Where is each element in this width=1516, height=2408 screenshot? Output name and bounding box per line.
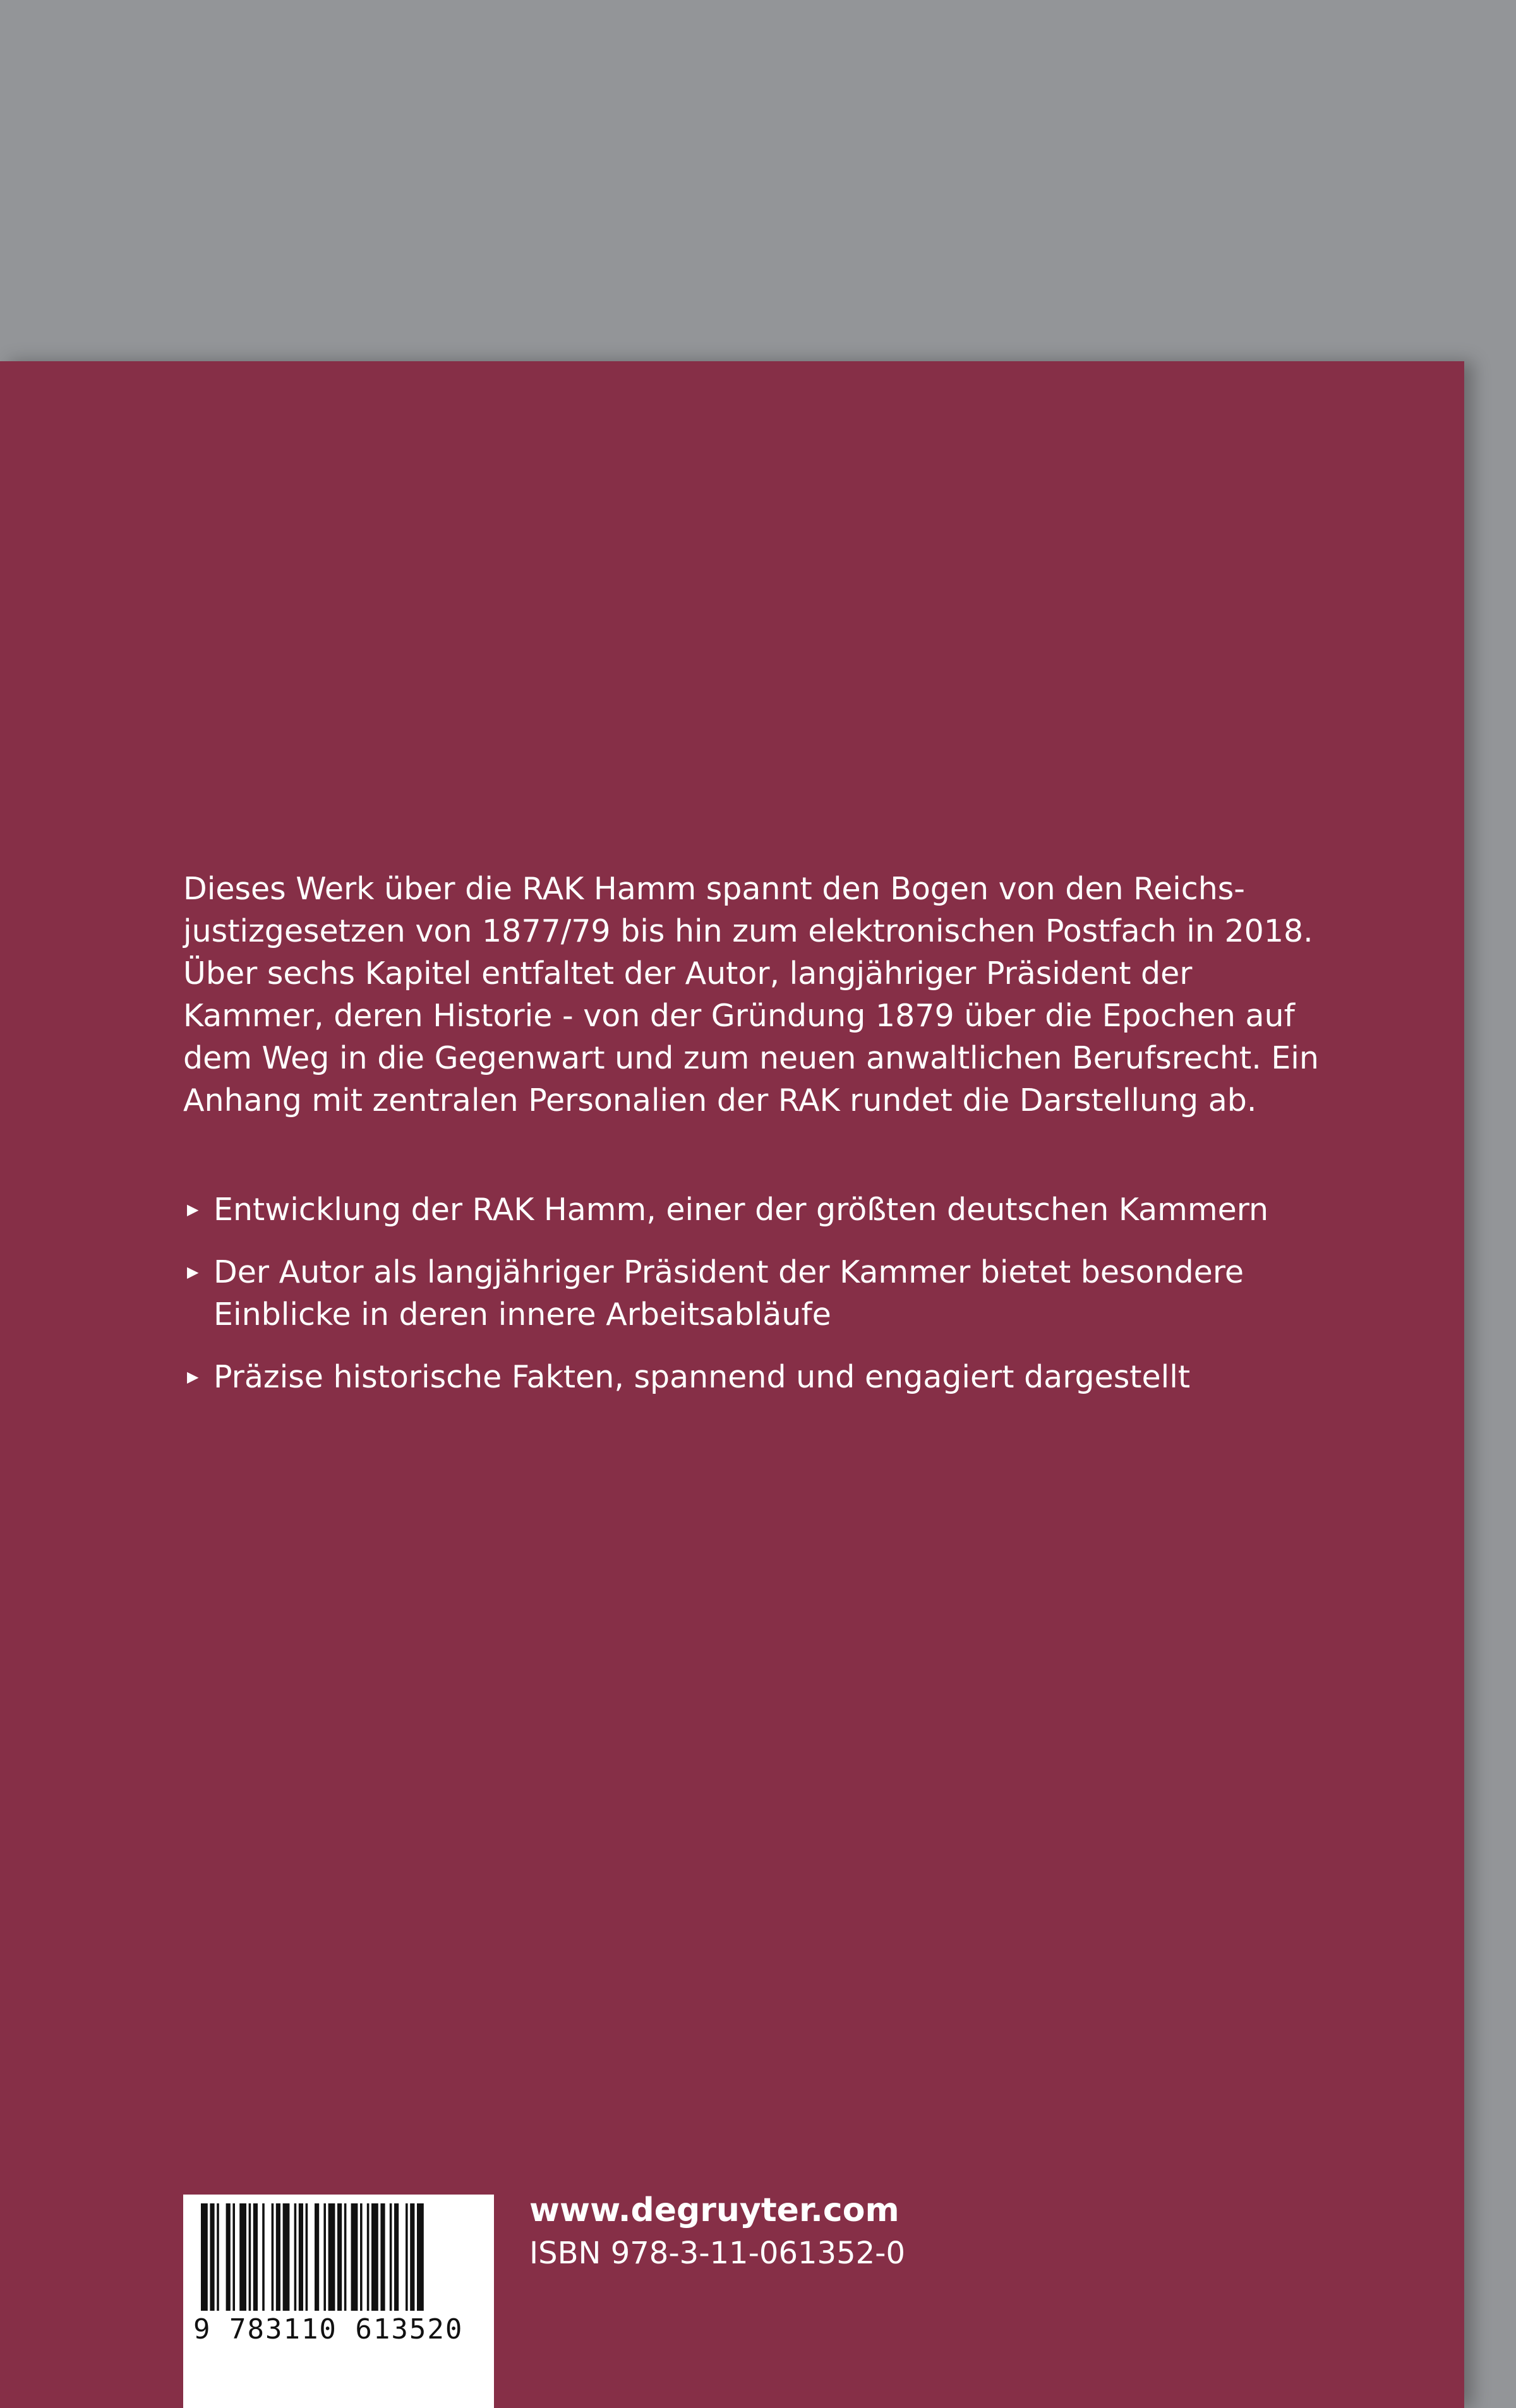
barcode-digits: 9 783110 613520 [193, 2313, 464, 2345]
barcode-bar [344, 2203, 347, 2311]
barcode-bar [262, 2203, 265, 2311]
barcode-bar [371, 2203, 378, 2311]
barcode-bar [217, 2203, 219, 2311]
feature-item [183, 1356, 1339, 1398]
barcode-bar [323, 2203, 326, 2311]
triangle-bullet-icon: ▶ [187, 1368, 199, 1386]
barcode-bar [201, 2203, 208, 2311]
barcode-bar [253, 2203, 258, 2311]
isbn-number: ISBN 978-3-11-061352-0 [529, 2236, 906, 2271]
barcode-bar [283, 2203, 290, 2311]
barcode-bar [249, 2203, 251, 2311]
publisher-url: www.degruyter.com [529, 2191, 899, 2229]
barcode-bar [337, 2203, 342, 2311]
barcode-bar [315, 2203, 319, 2311]
feature-text: Der Autor als langjähriger Präsident der Kammer bietet besondere Einblicke in deren innere Arbeitsabläufe [214, 1254, 1244, 1333]
barcode-bar [306, 2203, 308, 2311]
barcode-bar [417, 2203, 424, 2311]
barcode-bar [360, 2203, 363, 2311]
barcode-bar [276, 2203, 280, 2311]
barcode-bar [351, 2203, 358, 2311]
barcode-bar [328, 2203, 335, 2311]
feature-item [183, 1251, 1339, 1336]
barcode-bar [410, 2203, 414, 2311]
barcode-bars-icon [201, 2203, 476, 2311]
barcode-bar [380, 2203, 385, 2311]
triangle-bullet-icon: ▶ [187, 1263, 199, 1281]
feature-text: Präzise historische Fakten, spannend und engagiert dargestellt [214, 1359, 1191, 1395]
barcode-bar [406, 2203, 408, 2311]
barcode-bar [239, 2203, 246, 2311]
barcode-bar [294, 2203, 297, 2311]
back-cover [0, 361, 1464, 2408]
barcode-bar [272, 2203, 274, 2311]
triangle-bullet-icon: ▶ [187, 1201, 199, 1218]
feature-item [183, 1189, 1339, 1231]
barcode-bar [390, 2203, 392, 2311]
barcode-bar [299, 2203, 303, 2311]
barcode-bar [367, 2203, 370, 2311]
barcode-bar [232, 2203, 235, 2311]
barcode-bar [210, 2203, 214, 2311]
feature-list [183, 1189, 1339, 1418]
barcode-bar [394, 2203, 399, 2311]
blurb-text: Dieses Werk über die RAK Hamm spannt den Bogen von den Reichsjustizgesetzen von 1877/79 bis hin zum elektronischen Postfach in 2018. Über sechs Kapitel entfaltet der Autor, langjähriger Präsident der Kammer, deren Historie - von der Gründung 1879 über die Epochen auf dem Weg in die Gegenwart und zum neuen anwaltlichen Berufsrecht. Ein Anhang mit zentralen Personalien der RAK rundet die Darstellung ab. [183, 871, 1319, 1118]
isbn-barcode [183, 2195, 494, 2408]
feature-text: Entwicklung der RAK Hamm, einer der größten deutschen Kammern [214, 1192, 1269, 1228]
barcode-bar [226, 2203, 231, 2311]
